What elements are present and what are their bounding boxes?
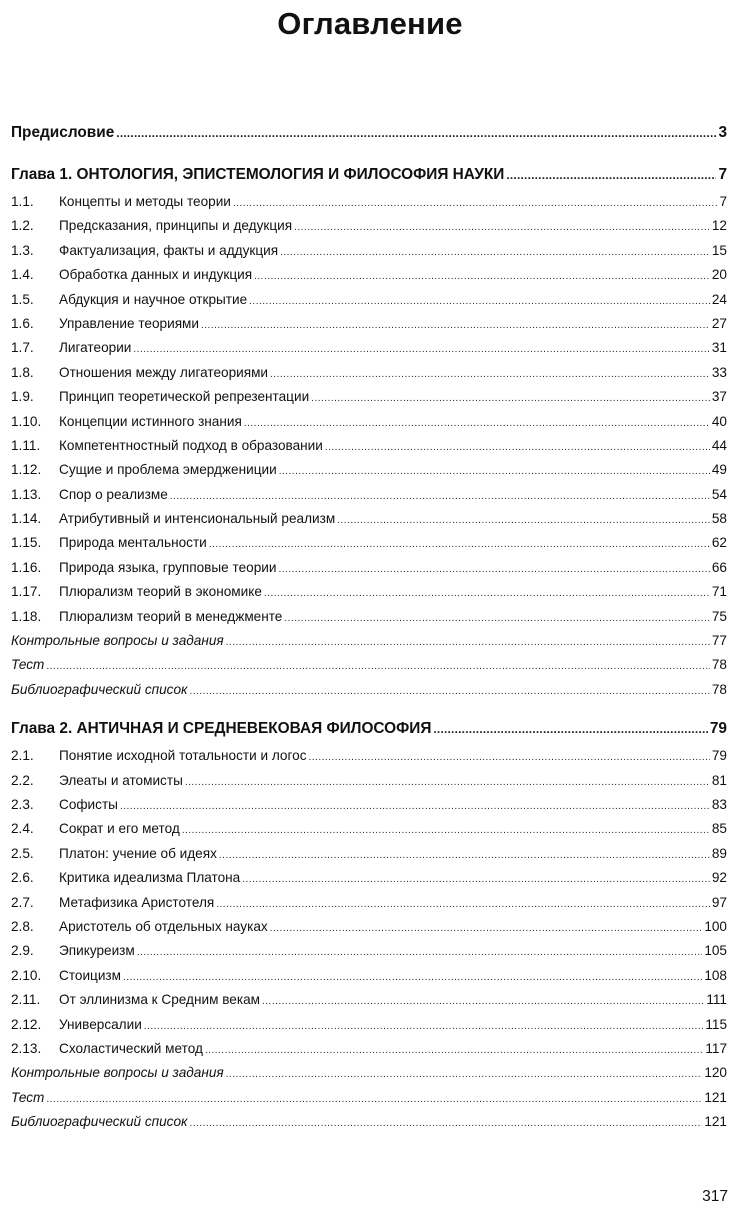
- toc-entry-title: Платон: учение об идеях: [59, 845, 217, 861]
- dot-leader: [325, 436, 710, 460]
- toc-entry-page: 33: [711, 364, 727, 380]
- dot-leader: [233, 192, 718, 216]
- toc-entry-title: Управление теориями: [59, 315, 199, 331]
- dot-leader: [189, 680, 709, 704]
- toc-entry-title: Софисты: [59, 796, 118, 812]
- toc-entry-title: Глава 2. АНТИЧНАЯ И СРЕДНЕВЕКОВАЯ ФИЛОСОФИЯ: [11, 720, 432, 738]
- dot-leader: [46, 655, 709, 679]
- toc-entry-page: 78: [711, 681, 727, 697]
- toc-entry-number: 2.1.: [11, 748, 34, 764]
- toc-entry-title: Библиографический список: [11, 1114, 188, 1130]
- toc-entry-title: Элеаты и атомисты: [59, 772, 183, 788]
- toc-section-entry[interactable]: [11, 817, 727, 841]
- dot-leader: [226, 1063, 703, 1087]
- dot-leader: [337, 509, 710, 533]
- toc-extra-entry[interactable]: [11, 1110, 727, 1134]
- dot-leader: [116, 118, 716, 148]
- dot-leader: [123, 966, 702, 990]
- toc-entry-page: 115: [705, 1016, 727, 1032]
- toc-section-entry[interactable]: [11, 361, 727, 385]
- toc-entry-page: 66: [711, 559, 727, 575]
- toc-entry-page: 62: [711, 535, 727, 551]
- toc-entry-page: 100: [704, 918, 727, 934]
- toc-section-entry[interactable]: [11, 915, 727, 939]
- toc-entry-page: 81: [711, 772, 727, 788]
- toc-entry-number: 2.3.: [11, 796, 34, 812]
- dot-leader: [216, 893, 710, 917]
- dot-leader: [189, 1112, 702, 1136]
- toc-entry-title: Эпикуреизм: [59, 943, 135, 959]
- toc-extra-entry[interactable]: [11, 678, 727, 702]
- toc-entry-number: 1.6.: [11, 315, 34, 331]
- toc-entry-page: 40: [711, 413, 727, 429]
- toc-entry-page: 3: [718, 124, 727, 141]
- toc-entry-page: 79: [711, 748, 727, 764]
- toc-chapter-heading[interactable]: [11, 160, 727, 190]
- toc-entry-title: Обработка данных и индукция: [59, 267, 253, 283]
- toc-entry-page: 58: [711, 511, 727, 527]
- chapters-list: [11, 160, 727, 1134]
- toc-section-entry[interactable]: [11, 385, 727, 409]
- toc-section-entry[interactable]: [11, 336, 727, 360]
- page-title: Оглавление: [277, 6, 463, 41]
- toc-entry-page: 77: [711, 633, 727, 649]
- toc-entry-number: 2.10.: [11, 967, 42, 983]
- toc-entry-page: 7: [718, 166, 727, 183]
- toc-section-entry[interactable]: [11, 1013, 727, 1037]
- toc-entry-page: 15: [711, 242, 727, 258]
- dot-leader: [309, 746, 710, 770]
- toc-extra-entry[interactable]: [11, 629, 727, 653]
- toc-section-entry[interactable]: [11, 288, 727, 312]
- toc-section-entry[interactable]: [11, 312, 727, 336]
- toc-entry-number: 1.7.: [11, 340, 34, 356]
- dot-leader: [254, 265, 710, 289]
- toc-entry-number: 1.11.: [11, 437, 41, 453]
- toc-entry-page: 24: [711, 291, 727, 307]
- toc-entry-number: 1.8.: [11, 364, 34, 380]
- toc-extra-entry[interactable]: [11, 1061, 727, 1085]
- dot-leader: [205, 1039, 703, 1063]
- dot-leader: [278, 558, 709, 582]
- dot-leader: [120, 795, 710, 819]
- toc-entry-page: 12: [711, 218, 727, 234]
- toc-entry-number: 2.13.: [11, 1040, 42, 1056]
- toc-section-entry[interactable]: [11, 214, 727, 238]
- toc-entry-page: 71: [711, 584, 727, 600]
- toc-section-entry[interactable]: [11, 842, 727, 866]
- toc-section-entry[interactable]: [11, 263, 727, 287]
- toc-section-entry[interactable]: [11, 891, 727, 915]
- dot-leader: [270, 917, 703, 941]
- toc-section-entry[interactable]: [11, 744, 727, 768]
- dot-leader: [182, 819, 710, 843]
- toc-entry-title: Понятие исходной тотальности и логос: [59, 748, 307, 764]
- toc-section-entry[interactable]: [11, 410, 727, 434]
- toc-section-entry[interactable]: [11, 434, 727, 458]
- dot-leader: [144, 1015, 704, 1039]
- toc-entry-number: 1.1.: [11, 194, 34, 209]
- toc-section-entry[interactable]: [11, 1037, 727, 1061]
- toc-entry-number: 2.4.: [11, 821, 34, 837]
- toc-chapter-heading[interactable]: [11, 714, 727, 744]
- toc-entry-title: Универсалии: [59, 1016, 142, 1032]
- toc-section-entry[interactable]: [11, 793, 727, 817]
- toc-entry-page: 85: [711, 821, 727, 837]
- toc-entry-number: 1.13.: [11, 486, 42, 502]
- toc-entry-title: Сущие и проблема эмерджениции: [59, 462, 277, 478]
- toc-section-entry[interactable]: [11, 866, 727, 890]
- toc-entry-title: Контрольные вопросы и задания: [11, 1065, 224, 1081]
- page-number: 317: [702, 1188, 728, 1205]
- toc-section-entry[interactable]: [11, 769, 727, 793]
- dot-leader: [133, 338, 709, 362]
- toc-entry-title: Предисловие: [11, 124, 115, 141]
- toc-entry-title: Природа ментальности: [59, 535, 207, 551]
- toc-entry-title: Концепции истинного знания: [59, 413, 242, 429]
- toc-entry-number: 1.2.: [11, 218, 34, 234]
- dot-leader: [279, 460, 710, 484]
- toc-entry-number: 1.16.: [11, 559, 42, 575]
- toc-entry-page: 20: [711, 267, 727, 283]
- toc-entry-title: Сократ и его метод: [59, 821, 180, 837]
- toc-entry-title: Тест: [11, 1089, 45, 1105]
- dot-leader: [242, 868, 710, 892]
- toc-entry-number: 1.15.: [11, 535, 42, 551]
- dot-leader: [433, 714, 707, 744]
- toc-section-entry[interactable]: [11, 580, 727, 604]
- toc-entry-number: 2.6.: [11, 870, 34, 886]
- toc-entry-number: 2.7.: [11, 894, 34, 910]
- toc-extra-entry[interactable]: [11, 653, 727, 677]
- toc-section-entry[interactable]: [11, 239, 727, 263]
- toc-entry-page: 27: [711, 315, 727, 331]
- toc-entry-preface[interactable]: [11, 118, 727, 148]
- toc-entry-title: Плюрализм теорий в экономике: [59, 584, 262, 600]
- dot-leader: [264, 582, 710, 606]
- toc-entry-number: 2.11.: [11, 992, 41, 1008]
- toc-entry-page: 37: [711, 389, 727, 405]
- toc-entry-number: 2.9.: [11, 943, 34, 959]
- toc-entry-page: 120: [704, 1065, 727, 1081]
- toc-entry-page: 7: [719, 194, 727, 209]
- toc-entry-number: 2.8.: [11, 918, 34, 934]
- toc-entry-page: 121: [704, 1114, 727, 1130]
- dot-leader: [170, 485, 710, 509]
- toc-entry-number: 2.2.: [11, 772, 34, 788]
- toc-entry-number: 1.14.: [11, 511, 42, 527]
- toc-section-entry[interactable]: [11, 988, 727, 1012]
- toc-entry-page: 54: [711, 486, 727, 502]
- dot-leader: [262, 990, 704, 1014]
- dot-leader: [311, 387, 710, 411]
- toc-entry-number: 1.4.: [11, 267, 34, 283]
- toc-entry-page: 31: [711, 340, 727, 356]
- toc-entry-page: 79: [709, 720, 727, 738]
- toc-section-entry[interactable]: [11, 964, 727, 988]
- toc-entry-title: Плюрализм теорий в менеджменте: [59, 608, 283, 624]
- toc-entry-number: 1.12.: [11, 462, 42, 478]
- dot-leader: [201, 314, 710, 338]
- toc-entry-title: Тест: [11, 657, 45, 673]
- toc-entry-title: Схоластический метод: [59, 1040, 203, 1056]
- toc-entry-page: 108: [704, 967, 727, 983]
- toc-entry-title: Принцип теоретической репрезентации: [59, 389, 310, 405]
- toc-entry-page: 78: [711, 657, 727, 673]
- toc-entry-title: Компетентностный подход в образовании: [59, 437, 323, 453]
- toc-entry-page: 83: [711, 796, 727, 812]
- toc-entry-number: 1.18.: [11, 608, 42, 624]
- table-of-contents: [11, 118, 727, 1134]
- toc-entry-title: Метафизика Аристотеля: [59, 894, 215, 910]
- toc-section-entry[interactable]: [11, 531, 727, 555]
- toc-entry-page: 117: [705, 1040, 727, 1056]
- toc-entry-page: 105: [704, 943, 727, 959]
- toc-entry-title: Отношения между лигатеориями: [59, 364, 269, 380]
- toc-entry-number: 1.3.: [11, 242, 34, 258]
- dot-leader: [506, 160, 716, 190]
- toc-entry-title: Лигатеории: [59, 340, 132, 356]
- dot-leader: [137, 941, 703, 965]
- toc-entry-page: 89: [711, 845, 727, 861]
- toc-entry-page: 92: [711, 870, 727, 886]
- toc-entry-title: От эллинизма к Средним векам: [59, 992, 260, 1008]
- toc-extra-entry[interactable]: [11, 1086, 727, 1110]
- toc-entry-title: Контрольные вопросы и задания: [11, 633, 224, 649]
- dot-leader: [270, 363, 710, 387]
- toc-entry-title: Библиографический список: [11, 681, 188, 697]
- toc-section-entry[interactable]: [11, 483, 727, 507]
- dot-leader: [219, 844, 710, 868]
- toc-entry-number: 2.5.: [11, 845, 34, 861]
- toc-entry-title: Атрибутивный и интенсиональный реализм: [59, 511, 336, 527]
- toc-section-entry[interactable]: [11, 939, 727, 963]
- toc-entry-title: Аристотель об отдельных науках: [59, 918, 268, 934]
- dot-leader: [284, 607, 710, 631]
- dot-leader: [209, 533, 710, 557]
- toc-entry-page: 111: [706, 992, 727, 1008]
- toc-section-entry[interactable]: [11, 556, 727, 580]
- toc-section-entry[interactable]: [11, 507, 727, 531]
- toc-entry-title: Стоицизм: [59, 967, 122, 983]
- toc-entry-number: 1.9.: [11, 389, 34, 405]
- toc-entry-title: Предсказания, принципы и дедукция: [59, 218, 293, 234]
- toc-entry-number: 1.5.: [11, 291, 34, 307]
- toc-entry-title: Глава 1. ОНТОЛОГИЯ, ЭПИСТЕМОЛОГИЯ И ФИЛОСОФИЯ НАУКИ: [11, 166, 505, 183]
- toc-entry-title: Фактуализация, факты и аддукция: [59, 242, 279, 258]
- toc-entry-title: Концепты и методы теории: [59, 194, 231, 209]
- dot-leader: [226, 631, 710, 655]
- dot-leader: [249, 290, 710, 314]
- toc-section-entry[interactable]: [11, 190, 727, 214]
- dot-leader: [46, 1088, 702, 1112]
- toc-entry-title: Критика идеализма Платона: [59, 870, 241, 886]
- dot-leader: [280, 241, 710, 265]
- toc-entry-number: 1.10.: [11, 413, 42, 429]
- toc-entry-title: Природа языка, групповые теории: [59, 559, 277, 575]
- toc-entry-page: 97: [711, 894, 727, 910]
- toc-entry-number: 2.12.: [11, 1016, 42, 1032]
- toc-entry-page: 121: [704, 1089, 727, 1105]
- toc-entry-page: 49: [711, 462, 727, 478]
- toc-entry-title: Абдукция и научное открытие: [59, 291, 248, 307]
- dot-leader: [294, 216, 710, 240]
- toc-entry-page: 44: [711, 437, 727, 453]
- toc-entry-number: 1.17.: [11, 584, 42, 600]
- toc-entry-title: Спор о реализме: [59, 486, 168, 502]
- dot-leader: [244, 412, 710, 436]
- toc-entry-page: 75: [711, 608, 727, 624]
- toc-section-entry[interactable]: [11, 605, 727, 629]
- toc-section-entry[interactable]: [11, 458, 727, 482]
- dot-leader: [185, 771, 710, 795]
